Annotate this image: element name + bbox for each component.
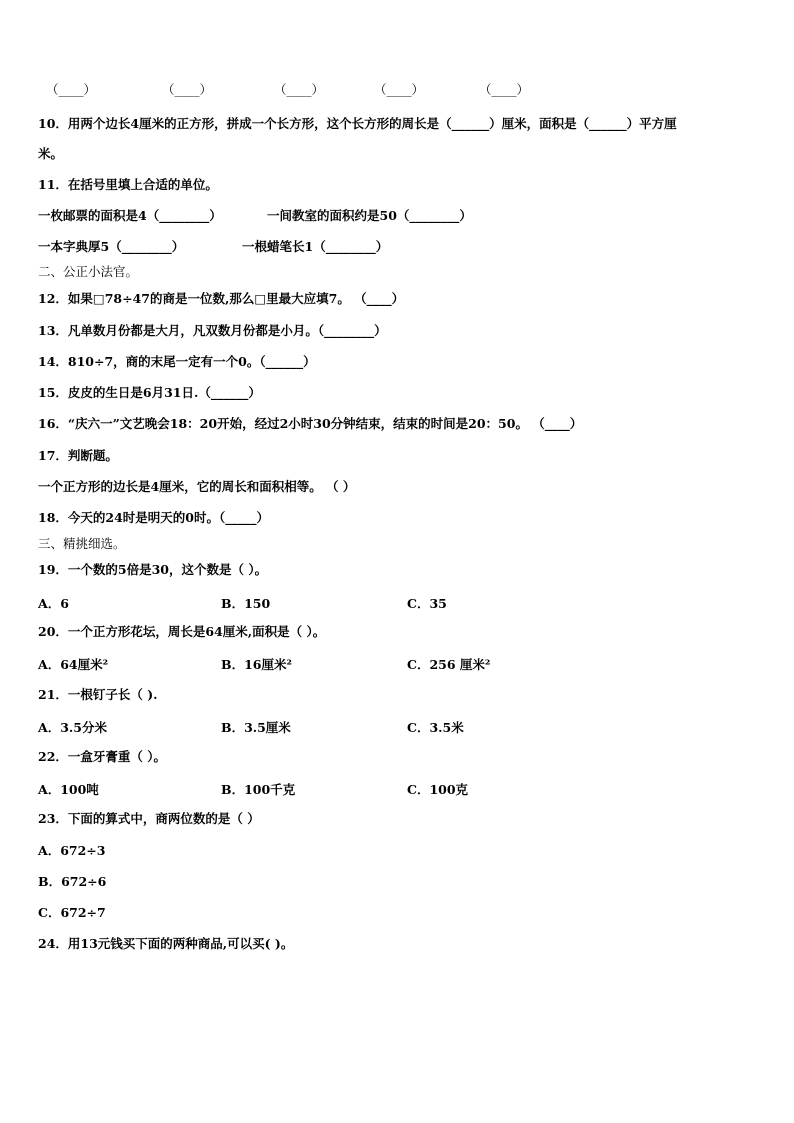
question-22-stem: 22．一盒牙膏重（ ）。 <box>38 749 166 764</box>
option-a[interactable]: A．64厘米² <box>38 657 109 672</box>
question-15: 15．皮皮的生日是6月31日.（______） <box>38 385 261 400</box>
answer-blank[interactable]: （____） <box>374 82 425 97</box>
answer-blank[interactable]: （____） <box>479 82 530 97</box>
question-24: 24．用13元钱买下面的两种商品,可以买( )。 <box>38 936 294 951</box>
option-c[interactable]: C．35 <box>407 596 447 611</box>
question-11-title: 11．在括号里填上合适的单位。 <box>38 177 218 192</box>
question-10-line2: 米。 <box>38 146 64 161</box>
option-c[interactable]: C．256 厘米² <box>407 657 491 672</box>
question-21-stem: 21．一根钉子长（ ). <box>38 687 158 702</box>
question-10-line1: 10．用两个边长4厘米的正方形，拼成一个长方形，这个长方形的周长是（______）厘米，面积是（______）平方厘 <box>38 116 677 131</box>
question-20-stem: 20．一个正方形花坛，周长是64厘米,面积是（ ）。 <box>38 624 326 639</box>
question-12: 12．如果□78÷47的商是一位数,那么□里最大应填7。 （____） <box>38 291 405 306</box>
answer-blanks-row <box>46 82 746 98</box>
question-23-option-c[interactable]: C．672÷7 <box>38 905 106 920</box>
question-17-title: 17．判断题。 <box>38 448 118 463</box>
question-22-options <box>38 780 738 796</box>
question-11-item-stamp: 一枚邮票的面积是4（________） <box>38 208 222 223</box>
option-a[interactable]: A．100吨 <box>38 782 99 797</box>
option-c[interactable]: C．3.5米 <box>407 720 464 735</box>
question-16: 16．“庆六一”文艺晚会18：20开始，经过2小时30分钟结束，结束的时间是20：50。 （____） <box>38 416 583 431</box>
answer-blank[interactable]: （____） <box>162 82 213 97</box>
question-23-stem: 23．下面的算式中，商两位数的是（ ） <box>38 811 260 826</box>
question-11-item-classroom: 一间教室的面积约是50（________） <box>267 208 472 223</box>
question-20-options <box>38 655 738 671</box>
question-14: 14．810÷7，商的末尾一定有一个0。（______） <box>38 354 316 369</box>
section-2-heading: 二、公正小法官。 <box>38 264 139 279</box>
question-11-item-crayon: 一根蜡笔长1（________） <box>242 239 389 254</box>
option-b[interactable]: B．100千克 <box>221 782 296 797</box>
question-19-options <box>38 594 738 610</box>
question-23-option-b[interactable]: B．672÷6 <box>38 874 107 889</box>
question-21-options <box>38 718 738 734</box>
option-b[interactable]: B．16厘米² <box>221 657 292 672</box>
question-23-option-a[interactable]: A．672÷3 <box>38 843 106 858</box>
question-13: 13．凡单数月份都是大月，凡双数月份都是小月。（________） <box>38 323 387 338</box>
question-18: 18．今天的24时是明天的0时。（_____） <box>38 510 269 525</box>
answer-blank[interactable]: （____） <box>46 82 97 97</box>
option-a[interactable]: A．6 <box>38 596 69 611</box>
question-17-body: 一个正方形的边长是4厘米，它的周长和面积相等。 （ ） <box>38 479 356 494</box>
option-b[interactable]: B．3.5厘米 <box>221 720 291 735</box>
question-19-stem: 19．一个数的5倍是30，这个数是（ ）。 <box>38 562 268 577</box>
option-a[interactable]: A．3.5分米 <box>38 720 107 735</box>
section-3-heading: 三、精挑细选。 <box>38 536 126 551</box>
question-11-item-dictionary: 一本字典厚5（________） <box>38 239 185 254</box>
option-b[interactable]: B．150 <box>221 596 271 611</box>
answer-blank[interactable]: （____） <box>274 82 325 97</box>
option-c[interactable]: C．100克 <box>407 782 469 797</box>
